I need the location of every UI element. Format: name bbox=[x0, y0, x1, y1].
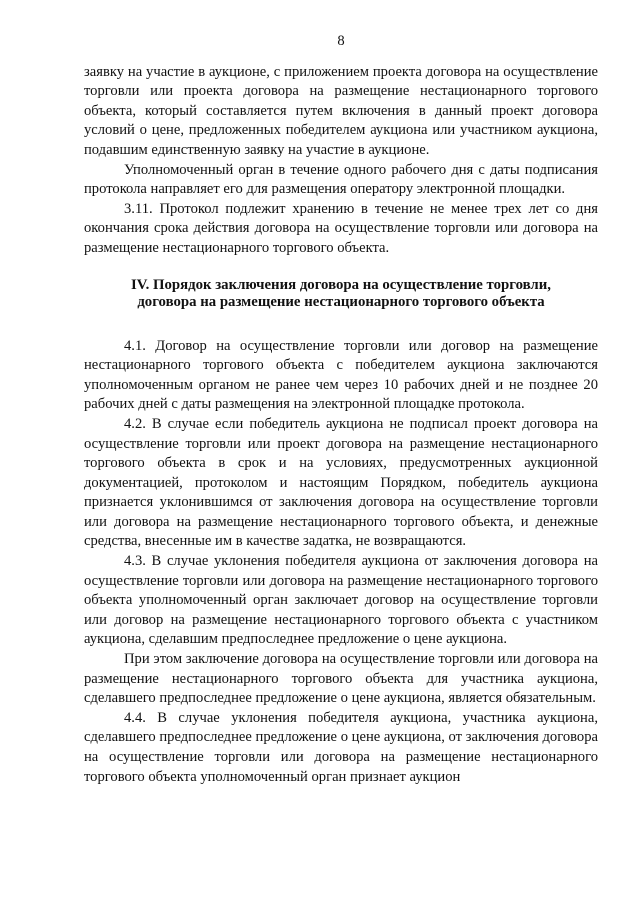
text-block-after-heading bbox=[84, 337, 598, 788]
paragraph-4-3: 4.3. В случае уклонения победителя аукциона от заключения договора на осуществление торговли или договора на размещение нестационарного торгового объекта уполномоченный орган заключает договор на осуществление торговли или договор на размещение нестационарного торгового объекта с участником аукциона, сделавшим предпоследнее предложение о цене аукциона. bbox=[84, 553, 598, 648]
text-block-before-heading bbox=[84, 63, 598, 259]
paragraph-3-11: 3.11. Протокол подлежит хранению в течение не менее трех лет со дня окончания срока действия договора на осуществление торговли или договора на размещение нестационарного торгового объекта. bbox=[84, 200, 598, 256]
paragraph-4-3-continuation: При этом заключение договора на осуществление торговли или договора на размещение нестационарного торгового объекта для участника аукциона, сделавшего предпоследнее предложение о цене аукциона, является обязательным. bbox=[84, 651, 598, 707]
paragraph-application-continuation: заявку на участие в аукционе, с приложением проекта договора на осуществление торговли или проекта договора на размещение нестационарного торгового объекта, который составляется путем включения в данный проект договора условий о цене, предложенных победителем аукциона или участником аукциона, подавшим единственную заявку на участие в аукционе. bbox=[84, 63, 598, 158]
section-heading-line-1: IV. Порядок заключения договора на осуществление торговли, bbox=[131, 276, 551, 293]
paragraph-4-1: 4.1. Договор на осуществление торговли или договор на размещение нестационарного торгового объекта с победителем аукциона заключаются уполномоченным органом не ранее чем через 10 рабочих дней и не позднее 20 рабочих дней с даты размещения на электронной площадке протокола. bbox=[84, 337, 598, 413]
page-number: 8 bbox=[337, 33, 345, 49]
paragraph-4-4: 4.4. В случае уклонения победителя аукциона, участника аукциона, сделавшего предпоследнее предложение о цене аукциона, от заключения договора на осуществление торговли или договора на размещение нестационарного торгового объекта уполномоченный орган признает аукцион bbox=[84, 709, 598, 785]
section-heading-line-2: договора на размещение нестационарного торгового объекта bbox=[137, 293, 545, 310]
section-heading bbox=[84, 277, 598, 311]
paragraph-4-2: 4.2. В случае если победитель аукциона не подписал проект договора на осуществление торговли или проект договора на размещение нестационарного торгового объекта в срок и на условиях, предусмотренных аукционной документацией, протоколом и настоящим Порядком, победитель аукциона признается уклонившимся от заключения договора на осуществление торговли или договора на размещение нестационарного торгового объекта, и денежные средства, внесенные им в качестве задатка, не возвращаются. bbox=[84, 415, 598, 550]
paragraph-authorized-body: Уполномоченный орган в течение одного рабочего дня с даты подписания протокола направляет его для размещения оператору электронной площадки. bbox=[84, 161, 598, 198]
